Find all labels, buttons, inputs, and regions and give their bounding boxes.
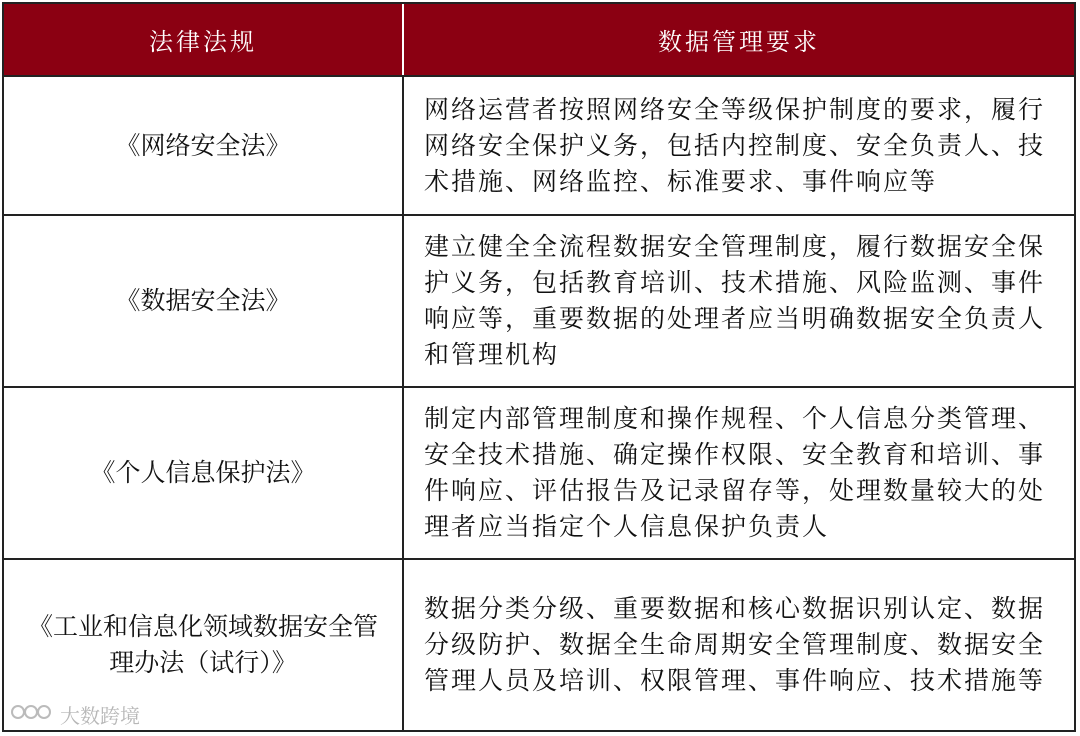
law-cell: 《个人信息保护法》 (4, 388, 404, 558)
header-law: 法律法规 (4, 4, 404, 75)
header-requirement: 数据管理要求 (658, 28, 820, 56)
law-cell: 《数据安全法》 (4, 216, 404, 386)
table-row (4, 75, 1074, 214)
watermark (10, 700, 140, 729)
watermark-text: 大数跨境 (60, 704, 140, 728)
requirement-cell: 建立健全全流程数据安全管理制度，履行数据安全保护义务，包括教育培训、技术措施、风险监测、事件响应等，重要数据的处理者应当明确数据安全负责人和管理机构 (424, 232, 1046, 369)
law-cell: 《网络安全法》 (4, 77, 404, 214)
table-row (4, 386, 1074, 558)
law-requirements-table (2, 2, 1076, 732)
logo-icon (10, 701, 54, 728)
table-row (4, 214, 1074, 386)
requirement-cell: 数据分类分级、重要数据和核心数据识别认定、数据分级防护、数据全生命周期安全管理制度、数据安全管理人员及培训、权限管理、事件响应、技术措施等 (424, 594, 1046, 695)
law-cell: 《工业和信息化领域数据安全管理办法（试行）》 (4, 560, 404, 730)
table-header (4, 4, 1074, 75)
requirement-cell: 网络运营者按照网络安全等级保护制度的要求，履行网络安全保护义务，包括内控制度、安全负责人、技术措施、网络监控、标准要求、事件响应等 (424, 94, 1046, 196)
table-row (4, 558, 1074, 730)
requirement-cell: 制定内部管理制度和操作规程、个人信息分类管理、安全技术措施、确定操作权限、安全教育和培训、事件响应、评估报告及记录留存等，处理数量较大的处理者应当指定个人信息保护负责人 (424, 404, 1046, 541)
